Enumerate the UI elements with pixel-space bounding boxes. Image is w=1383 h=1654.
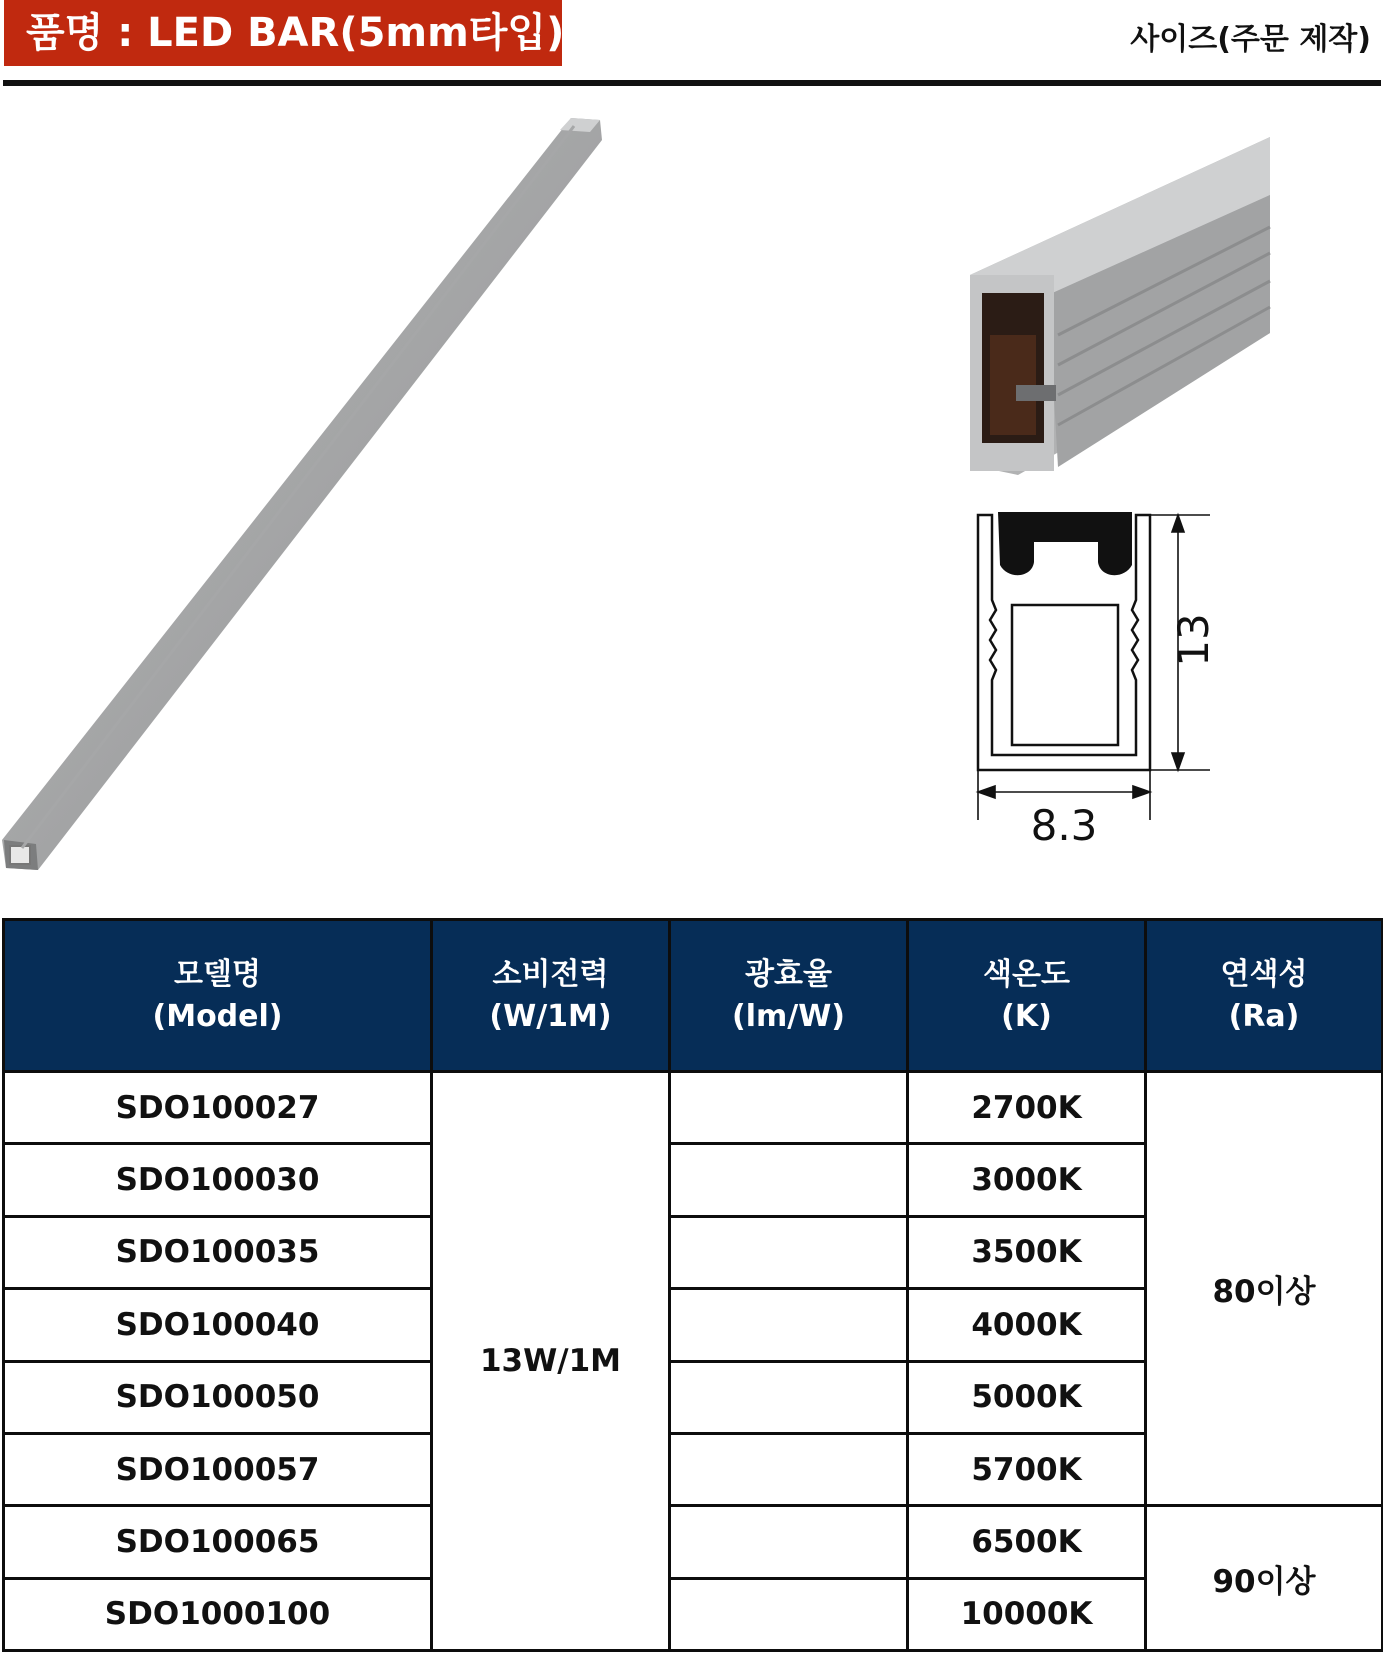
model-cell: SDO100030: [4, 1144, 432, 1216]
efficacy-cell: [670, 1506, 908, 1578]
product-title: 품명 : LED BAR(5mm타입): [4, 0, 562, 66]
table-row: [4, 1072, 1383, 1144]
power-cell: 13W/1M: [432, 1072, 670, 1651]
model-cell: SDO100057: [4, 1433, 432, 1505]
efficacy-cell: [670, 1144, 908, 1216]
header-cct: 색온도 (K): [908, 920, 1146, 1072]
cct-cell: 4000K: [908, 1289, 1146, 1361]
width-dimension-label: 8.3: [1030, 801, 1098, 845]
efficacy-cell: [670, 1289, 908, 1361]
efficacy-cell: [670, 1361, 908, 1433]
model-cell: SDO100027: [4, 1072, 432, 1144]
header-efficacy: 광효율 (lm/W): [670, 920, 908, 1072]
cri-cell: 80이상: [1146, 1072, 1383, 1506]
model-cell: SDO100065: [4, 1506, 432, 1578]
cct-cell: 10000K: [908, 1578, 1146, 1650]
model-cell: SDO1000100: [4, 1578, 432, 1650]
cct-cell: 5700K: [908, 1433, 1146, 1505]
efficacy-cell: [670, 1216, 908, 1288]
spec-table: [2, 918, 1383, 1652]
cri-cell: 90이상: [1146, 1506, 1383, 1651]
efficacy-cell: [670, 1433, 908, 1505]
table-header-row: [4, 920, 1383, 1072]
header-divider: [3, 80, 1381, 86]
header-model: 모델명 (Model): [4, 920, 432, 1072]
efficacy-cell: [670, 1578, 908, 1650]
cct-cell: 2700K: [908, 1072, 1146, 1144]
efficacy-cell: [670, 1072, 908, 1144]
cct-cell: 6500K: [908, 1506, 1146, 1578]
header-cri: 연색성 (Ra): [1146, 920, 1383, 1072]
cct-cell: 3500K: [908, 1216, 1146, 1288]
cct-cell: 5000K: [908, 1361, 1146, 1433]
led-bar-photo: [0, 110, 610, 880]
header-power: 소비전력 (W/1M): [432, 920, 670, 1072]
model-cell: SDO100035: [4, 1216, 432, 1288]
size-note: 사이즈(주문 제작): [1130, 22, 1371, 57]
table-row: [4, 1506, 1383, 1578]
model-cell: SDO100040: [4, 1289, 432, 1361]
profile-closeup-photo: [968, 135, 1273, 480]
height-dimension-label: 13: [1169, 613, 1218, 667]
cct-cell: 3000K: [908, 1144, 1146, 1216]
model-cell: SDO100050: [4, 1361, 432, 1433]
cross-section-diagram: [960, 500, 1260, 845]
